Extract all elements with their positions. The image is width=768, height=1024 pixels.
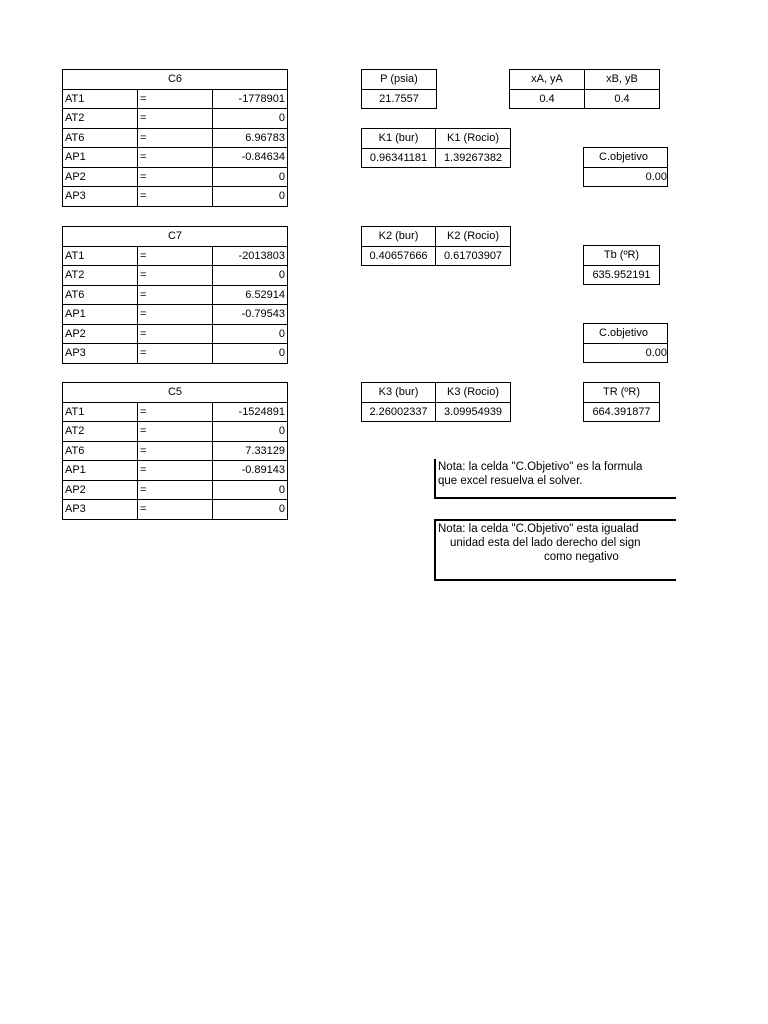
row-value[interactable]: 7.33129 (213, 441, 288, 461)
row-label[interactable]: AP3 (63, 500, 138, 520)
equals-cell[interactable]: = (138, 167, 213, 187)
equals-cell[interactable]: = (138, 402, 213, 422)
row-label[interactable]: AP1 (63, 305, 138, 325)
fractions-table (509, 69, 660, 109)
row-value[interactable]: 0 (213, 187, 288, 207)
row-value[interactable]: 6.96783 (213, 128, 288, 148)
c6-table (62, 69, 288, 207)
tr-table (583, 382, 660, 422)
table-row (63, 402, 288, 422)
table-row (63, 285, 288, 305)
pressure-table (361, 69, 437, 109)
table-row (63, 246, 288, 266)
xb-label[interactable]: xB, yB (585, 70, 660, 90)
objective2-label[interactable]: C.objetivo (584, 324, 668, 344)
note2-line2: unidad esta del lado derecho del sign (450, 537, 641, 549)
k1-rocio-label[interactable]: K1 (Rocio) (436, 129, 511, 149)
row-label[interactable]: AP1 (63, 148, 138, 168)
k1-bur-label[interactable]: K1 (bur) (362, 129, 436, 149)
tr-label[interactable]: TR (ºR) (584, 383, 660, 403)
table-row (63, 305, 288, 325)
tb-value[interactable]: 635.952191 (584, 265, 660, 285)
row-value[interactable]: 0 (213, 344, 288, 364)
row-value[interactable]: -2013803 (213, 246, 288, 266)
equals-cell[interactable]: = (138, 324, 213, 344)
row-value[interactable]: 0 (213, 500, 288, 520)
equals-cell[interactable]: = (138, 89, 213, 109)
table-row (63, 128, 288, 148)
table-row (63, 324, 288, 344)
row-label[interactable]: AT1 (63, 246, 138, 266)
table-row (63, 344, 288, 364)
equals-cell[interactable]: = (138, 246, 213, 266)
k2-bur-value[interactable]: 0.40657666 (362, 246, 436, 266)
row-label[interactable]: AT6 (63, 441, 138, 461)
row-value[interactable]: -1524891 (213, 402, 288, 422)
row-label[interactable]: AP2 (63, 480, 138, 500)
equals-cell[interactable]: = (138, 285, 213, 305)
table-row (63, 461, 288, 481)
note1-line1: Nota: la celda "C.Objetivo" es la formula (438, 461, 643, 473)
row-label[interactable]: AP3 (63, 187, 138, 207)
table-row (63, 480, 288, 500)
pressure-label[interactable]: P (psia) (362, 70, 437, 90)
row-value[interactable]: 6.52914 (213, 285, 288, 305)
note-box-1[interactable] (434, 459, 676, 499)
table-row (63, 167, 288, 187)
k2-rocio-value[interactable]: 0.61703907 (436, 246, 511, 266)
k3-bur-label[interactable]: K3 (bur) (362, 383, 436, 403)
equals-cell[interactable]: = (138, 441, 213, 461)
c7-table (62, 226, 288, 364)
equals-cell[interactable]: = (138, 109, 213, 129)
row-label[interactable]: AT1 (63, 402, 138, 422)
c5-header[interactable]: C5 (63, 383, 288, 403)
row-value[interactable]: 0 (213, 109, 288, 129)
xa-label[interactable]: xA, yA (510, 70, 585, 90)
row-label[interactable]: AP2 (63, 324, 138, 344)
table-row (63, 422, 288, 442)
row-label[interactable]: AP2 (63, 167, 138, 187)
equals-cell[interactable]: = (138, 422, 213, 442)
k3-rocio-label[interactable]: K3 (Rocio) (436, 383, 511, 403)
row-value[interactable]: 0 (213, 266, 288, 286)
table-row (63, 441, 288, 461)
k3-bur-value[interactable]: 2.26002337 (362, 402, 436, 422)
c6-header[interactable]: C6 (63, 70, 288, 90)
row-label[interactable]: AP1 (63, 461, 138, 481)
table-row (63, 148, 288, 168)
objective1-table (583, 147, 668, 187)
equals-cell[interactable]: = (138, 187, 213, 207)
k1-bur-value[interactable]: 0.96341181 (362, 148, 436, 168)
table-row (63, 187, 288, 207)
row-value[interactable]: -0.89143 (213, 461, 288, 481)
equals-cell[interactable]: = (138, 305, 213, 325)
row-value[interactable]: -0.79543 (213, 305, 288, 325)
row-label[interactable]: AT2 (63, 266, 138, 286)
note2-line3: como negativo (544, 551, 619, 563)
row-label[interactable]: AT2 (63, 109, 138, 129)
k1-table (361, 128, 511, 168)
tr-value[interactable]: 664.391877 (584, 402, 660, 422)
equals-cell[interactable]: = (138, 480, 213, 500)
table-row (63, 89, 288, 109)
row-label[interactable]: AT6 (63, 128, 138, 148)
xb-value[interactable]: 0.4 (585, 89, 660, 109)
table-row (63, 266, 288, 286)
row-value[interactable]: 0 (213, 422, 288, 442)
k2-rocio-label[interactable]: K2 (Rocio) (436, 227, 511, 247)
row-value[interactable]: 0 (213, 480, 288, 500)
objective1-label[interactable]: C.objetivo (584, 148, 668, 168)
k2-bur-label[interactable]: K2 (bur) (362, 227, 436, 247)
equals-cell[interactable]: = (138, 344, 213, 364)
objective1-value[interactable]: 0.00 (584, 167, 668, 187)
c7-header[interactable]: C7 (63, 227, 288, 247)
row-label[interactable]: AP3 (63, 344, 138, 364)
row-label[interactable]: AT6 (63, 285, 138, 305)
equals-cell[interactable]: = (138, 500, 213, 520)
c5-table (62, 382, 288, 520)
row-value[interactable]: -0.84634 (213, 148, 288, 168)
k3-rocio-value[interactable]: 3.09954939 (436, 402, 511, 422)
row-value[interactable]: 0 (213, 167, 288, 187)
row-label[interactable]: AT2 (63, 422, 138, 442)
note-box-2[interactable] (434, 519, 676, 581)
tb-label[interactable]: Tb (ºR) (584, 246, 660, 266)
row-value[interactable]: 0 (213, 324, 288, 344)
k2-table (361, 226, 511, 266)
pressure-value[interactable]: 21.7557 (362, 89, 437, 109)
equals-cell[interactable]: = (138, 148, 213, 168)
equals-cell[interactable]: = (138, 128, 213, 148)
row-value[interactable]: -1778901 (213, 89, 288, 109)
note1-line2: que excel resuelva el solver. (438, 475, 583, 487)
k1-rocio-value[interactable]: 1.39267382 (436, 148, 511, 168)
xa-value[interactable]: 0.4 (510, 89, 585, 109)
k3-table (361, 382, 511, 422)
objective2-value[interactable]: 0.00 (584, 343, 668, 363)
equals-cell[interactable]: = (138, 266, 213, 286)
equals-cell[interactable]: = (138, 461, 213, 481)
note2-line1: Nota: la celda "C.Objetivo" esta igualad (438, 523, 639, 535)
table-row (63, 500, 288, 520)
table-row (63, 109, 288, 129)
objective2-table (583, 323, 668, 363)
row-label[interactable]: AT1 (63, 89, 138, 109)
tb-table (583, 245, 660, 285)
